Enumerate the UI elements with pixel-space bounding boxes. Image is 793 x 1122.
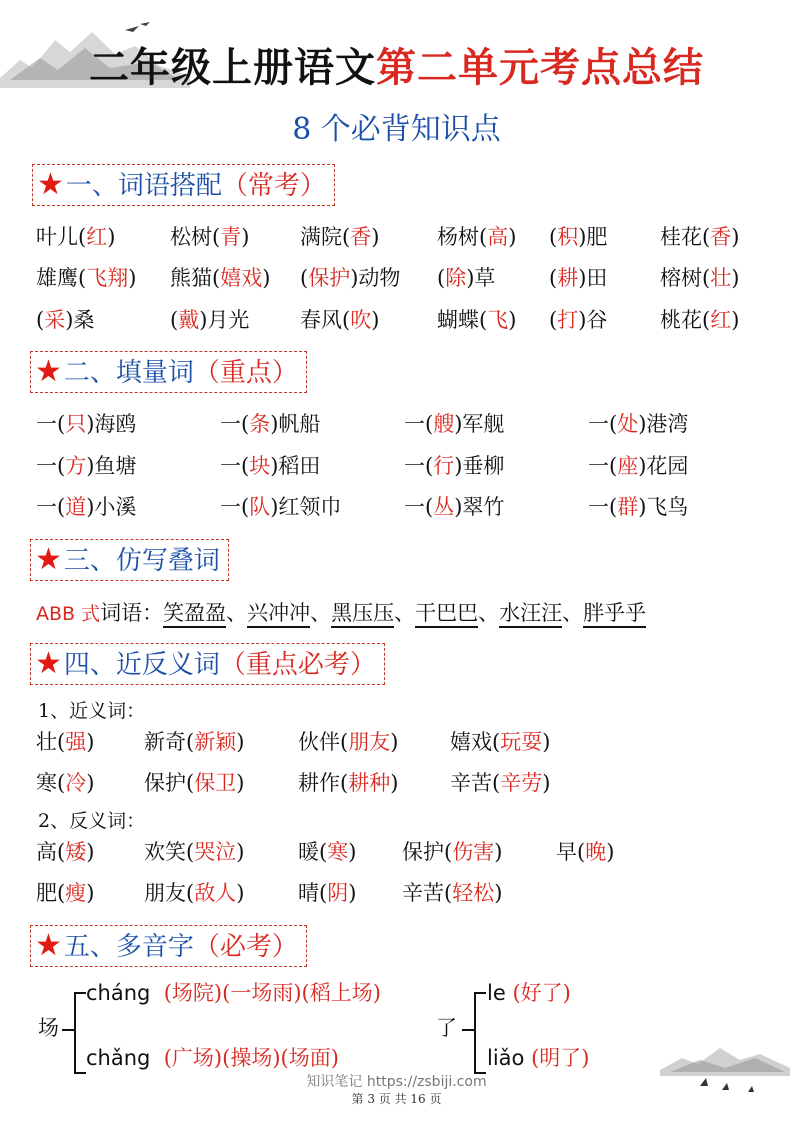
collocation-item [549,224,607,250]
antonym-item [402,839,502,865]
star-icon: ★ [35,542,62,577]
section-label: 一、词语搭配 [65,171,222,201]
example-word: (好了) [512,981,571,1005]
collocation-item [549,265,607,291]
antonym-item [144,839,244,865]
star-icon: ★ [35,646,62,681]
item-text: 一( [36,495,66,519]
item-text: ( [549,308,558,332]
item-text: 春风( [300,308,351,332]
abb-prefix: ABB 式 [36,603,101,625]
item-answer: 嬉戏 [220,266,263,290]
section-label: 四、近反义词 [63,650,220,680]
polyphone-bracket-le [474,992,486,1074]
item-text: 高( [36,840,66,864]
item-answer: 阴 [327,881,349,905]
item-text: ) [494,840,503,864]
item-text: 一( [36,454,66,478]
item-text: 一( [588,454,618,478]
item-answer: 高 [487,225,509,249]
item-text: 壮( [36,730,66,754]
polyphone-reading-chang-1 [86,980,381,1006]
antonym-item [36,839,94,865]
item-text: 一( [588,412,618,436]
collocation-item [437,307,516,333]
antonym-item [36,880,94,906]
item-text: 一( [404,412,434,436]
star-icon: ★ [35,354,62,389]
item-text: 嬉戏( [450,730,501,754]
item-text: ) [542,771,551,795]
item-text: 伙伴( [298,730,349,754]
example-word: (稻上场) [301,981,381,1005]
page-title [0,36,793,93]
collocation-item [300,224,379,250]
item-text: 满院( [300,225,351,249]
item-answer: 壮 [710,266,732,290]
star-icon: ★ [35,928,62,963]
item-text: 一( [36,412,66,436]
bracket-stem [62,1029,74,1031]
item-text: 辛苦( [450,771,501,795]
item-text: )肥 [578,225,608,249]
collocation-item [170,307,249,333]
item-answer: 积 [557,225,579,249]
item-text: 耕作( [298,771,349,795]
item-text: )海鸥 [86,412,137,436]
synonym-item [144,729,244,755]
item-text: ) [86,881,95,905]
item-answer: 辛劳 [500,771,543,795]
measure-word-item [588,494,688,520]
item-answer: 寒 [327,840,349,864]
item-text: )动物 [350,266,401,290]
footer-site-watermark: 知识笔记 https://zsbiji.com [306,1074,487,1090]
example-word: (操场) [222,1046,281,1070]
polyphone-char-chang: 场 [38,1016,59,1040]
item-text: ) [731,266,740,290]
item-text: 一( [588,495,618,519]
item-answer: 朋友 [348,730,391,754]
example-word: (场面) [280,1046,339,1070]
item-text: 寒( [36,771,66,795]
item-answer: 飞 [487,308,509,332]
item-text: )飞鸟 [638,495,689,519]
item-answer: 方 [65,454,87,478]
collocation-item [36,307,94,333]
item-answer: 冷 [65,771,87,795]
abb-word: 兴冲冲 [247,601,310,628]
item-text: 新奇( [144,730,195,754]
measure-word-item [220,453,320,479]
separator: 、 [478,601,500,625]
abb-word: 黑压压 [331,601,394,628]
example-words [512,981,570,1005]
abb-word: 笑盈盈 [163,601,226,628]
item-answer: 轻松 [452,881,495,905]
item-text: ) [348,881,357,905]
item-text: 保护( [144,771,195,795]
synonym-item [450,770,550,796]
item-text: ) [508,308,517,332]
item-text: 蝴蝶( [437,308,488,332]
item-text: ) [86,771,95,795]
item-text: ( [170,308,179,332]
item-text: 松树( [170,225,221,249]
item-text: 一( [220,495,250,519]
item-text: 一( [220,412,250,436]
item-answer: 哭泣 [194,840,237,864]
polyphone-reading-chang-2 [86,1045,339,1071]
item-answer: 强 [65,730,87,754]
collocation-item [170,224,249,250]
section-tag: （常考） [221,171,326,201]
collocation-item [660,265,739,291]
item-text: ) [731,308,740,332]
item-answer: 保卫 [194,771,237,795]
item-answer: 新颖 [194,730,237,754]
item-text: ) [542,730,551,754]
item-text: 欢笑( [144,840,195,864]
item-text: ) [508,225,517,249]
item-text: ( [300,266,309,290]
item-text: 叶儿( [36,225,87,249]
item-text: 熊猫( [170,266,221,290]
synonym-item [298,770,398,796]
item-answer: 行 [433,454,455,478]
item-text: ( [549,225,558,249]
item-text: ) [390,730,399,754]
section-heading-abb-words [30,539,229,581]
section-heading-collocations [32,164,335,206]
item-text: 杨树( [437,225,488,249]
item-text: ) [371,308,380,332]
separator: 、 [226,601,248,625]
abb-word: 胖乎乎 [583,601,646,628]
item-text: 一( [404,454,434,478]
item-text: ( [549,266,558,290]
item-text: )月光 [199,308,250,332]
bracket-stem [462,1029,474,1031]
item-text: ) [128,266,137,290]
item-answer: 红 [86,225,108,249]
pinyin: cháng [86,981,151,1005]
item-answer: 瘦 [65,881,87,905]
item-answer: 矮 [65,840,87,864]
measure-word-item [36,411,136,437]
antonym-item [298,839,356,865]
polyphone-bracket-chang [74,992,86,1074]
item-text: 暖( [298,840,328,864]
item-text: ) [236,881,245,905]
item-answer: 伤害 [452,840,495,864]
item-text: )田 [578,266,608,290]
pinyin: chǎng [86,1046,151,1070]
collocation-item [437,265,495,291]
measure-word-item [36,453,136,479]
section-heading-synonyms-antonyms [30,643,385,685]
item-answer: 群 [617,495,639,519]
item-text: ) [606,840,615,864]
item-text: ( [36,308,45,332]
item-text: ) [236,840,245,864]
example-word: (场院) [163,981,223,1005]
item-answer: 晚 [585,840,607,864]
item-text: 一( [404,495,434,519]
item-text: ) [241,225,250,249]
abb-word: 水汪汪 [499,601,562,628]
item-text: ) [731,225,740,249]
section-label: 五、多音字 [63,932,194,962]
synonym-item [298,729,398,755]
item-answer: 只 [65,412,87,436]
item-answer: 保护 [308,266,351,290]
item-text: ) [86,730,95,754]
collocation-item [300,307,379,333]
item-text: 一( [220,454,250,478]
item-text: )草 [466,266,496,290]
item-text: ) [86,840,95,864]
measure-word-item [588,411,688,437]
item-text: ) [236,771,245,795]
item-text: ) [390,771,399,795]
item-answer: 香 [350,225,372,249]
item-answer: 道 [65,495,87,519]
item-text: )翠竹 [454,495,505,519]
section-heading-measure-words [30,351,307,393]
section-tag: （必考） [193,932,298,962]
synonyms-heading: 1、近义词： [38,700,146,722]
item-text: )垂柳 [454,454,505,478]
item-text: )帆船 [270,412,321,436]
item-answer: 采 [44,308,66,332]
polyphone-reading-le-1 [487,980,571,1006]
item-text: 桂花( [660,225,711,249]
antonym-item [402,880,502,906]
item-answer: 打 [557,308,579,332]
example-words [531,1046,589,1070]
item-text: 雄鹰( [36,266,87,290]
measure-word-item [404,453,504,479]
item-answer: 耕 [557,266,579,290]
item-answer: 处 [617,412,639,436]
collocation-item [660,307,739,333]
antonym-item [556,839,614,865]
item-answer: 戴 [178,308,200,332]
star-icon: ★ [37,167,64,202]
collocation-item [300,265,400,291]
synonym-item [36,770,94,796]
abb-words-line [36,600,646,627]
synonym-item [450,729,550,755]
item-answer: 敌人 [194,881,237,905]
item-answer: 香 [710,225,732,249]
item-answer: 青 [220,225,242,249]
item-answer: 耕种 [348,771,391,795]
measure-word-item [588,453,688,479]
item-text: )鱼塘 [86,454,137,478]
page-subtitle: 8 个必背知识点 [292,112,501,147]
separator: 、 [310,601,332,625]
item-text: 早( [556,840,586,864]
collocation-item [36,224,115,250]
collocation-item [170,265,270,291]
abb-label: 词语： [100,601,164,625]
item-text: 桃花( [660,308,711,332]
item-answer: 块 [249,454,271,478]
collocation-item [36,265,136,291]
item-answer: 队 [249,495,271,519]
item-text: ) [494,881,503,905]
synonym-item [144,770,244,796]
item-text: )花园 [638,454,689,478]
section-label: 三、仿写叠词 [63,546,220,576]
item-text: )稻田 [270,454,321,478]
item-text: )桑 [65,308,95,332]
item-answer: 吹 [350,308,372,332]
collocation-item [660,224,739,250]
item-text: ) [236,730,245,754]
antonym-item [144,880,244,906]
measure-word-item [36,494,136,520]
item-answer: 丛 [433,495,455,519]
antonym-item [298,880,356,906]
item-text: 榕树( [660,266,711,290]
pinyin: le [487,981,506,1005]
abb-word-list [163,601,646,628]
item-text: 保护( [402,840,453,864]
item-answer: 飞翔 [86,266,129,290]
section-label: 二、填量词 [63,358,194,388]
item-answer: 座 [617,454,639,478]
item-text: )军舰 [454,412,505,436]
separator: 、 [562,601,584,625]
title-red-part: 第二单元考点总结 [376,45,704,91]
item-answer: 除 [445,266,467,290]
synonym-item [36,729,94,755]
example-words [164,981,381,1005]
item-text: ) [371,225,380,249]
item-text: 晴( [298,881,328,905]
item-text: )港湾 [638,412,689,436]
item-text: 辛苦( [402,881,453,905]
item-text: )红领巾 [270,495,342,519]
section-tag: （重点） [193,358,298,388]
footer-page-number: 第 3 页 共 16 页 [351,1092,442,1106]
section-tag: （重点必考） [219,650,376,680]
polyphone-char-le: 了 [436,1016,457,1040]
measure-word-item [404,494,504,520]
example-word: (广场) [163,1046,223,1070]
item-text: 朋友( [144,881,195,905]
section-heading-polyphones [30,925,307,967]
separator: 、 [394,601,416,625]
example-word: (一场雨) [222,981,302,1005]
measure-word-item [220,411,320,437]
title-black-part: 二年级上册语文 [89,45,376,91]
antonyms-heading: 2、反义词： [38,810,146,832]
item-answer: 艘 [433,412,455,436]
collocation-item [437,224,516,250]
example-words [164,1046,339,1070]
item-text: ) [107,225,116,249]
item-text: ( [437,266,446,290]
polyphone-reading-le-2 [487,1045,589,1071]
item-text: )小溪 [86,495,137,519]
example-word: (明了) [531,1046,590,1070]
item-text: ) [348,840,357,864]
item-text: ) [262,266,271,290]
item-text: )谷 [578,308,608,332]
measure-word-item [220,494,341,520]
measure-word-item [404,411,504,437]
item-answer: 红 [710,308,732,332]
collocation-item [549,307,607,333]
abb-word: 干巴巴 [415,601,478,628]
item-text: 肥( [36,881,66,905]
item-answer: 玩耍 [500,730,543,754]
pinyin: liǎo [487,1046,525,1070]
item-answer: 条 [249,412,271,436]
